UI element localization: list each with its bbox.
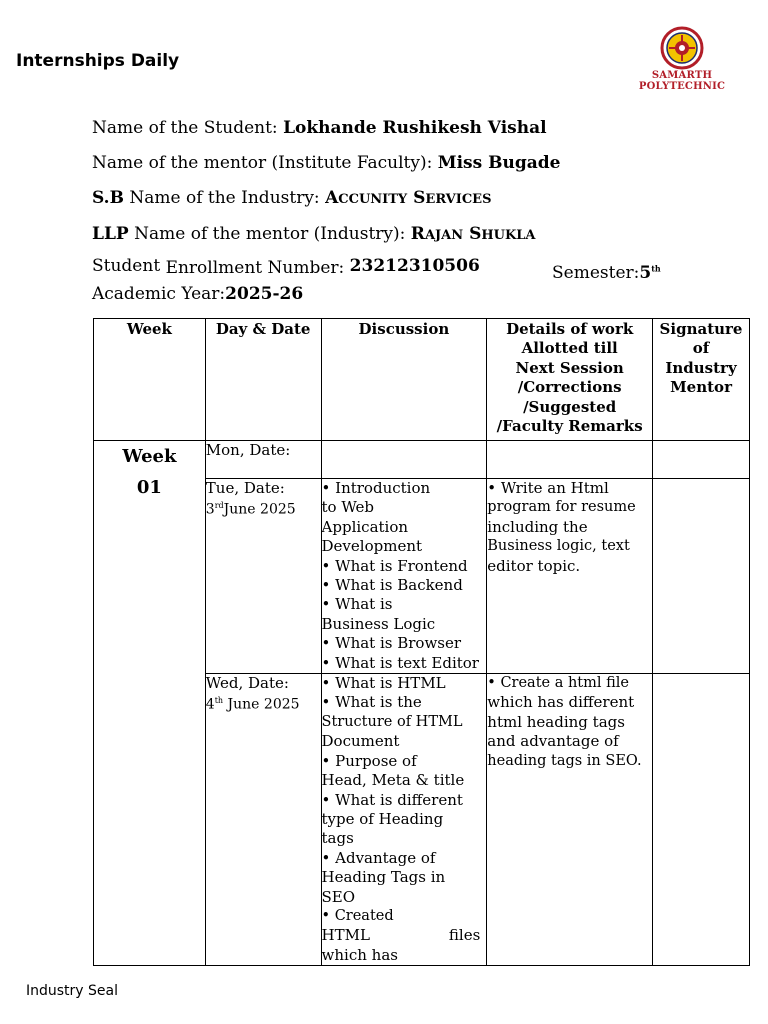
logo-text-line1: SAMARTH <box>651 70 713 81</box>
industry-mentor-line <box>92 224 536 244</box>
table-header-row <box>94 319 750 441</box>
discussion-cell-wed: • What is HTML • What is the Structure of HTML Document • Purpose of Head, Meta & title • What is different type of Heading tags • Advantage of Heading Tags in SEO • Created HTML files which has <box>321 674 487 966</box>
document-title: Internships Daily <box>16 51 180 71</box>
header-day-date: Day & Date <box>205 319 321 441</box>
institute-logo <box>636 26 728 96</box>
semester-sup: th <box>651 263 661 274</box>
industry-mentor-prefix: LLP <box>92 224 129 244</box>
details-cell-wed: • Create a html file which has different html heading tags and advantage of heading tags in SEO. <box>487 674 653 966</box>
student-name-line <box>92 118 547 138</box>
industry-name-line <box>92 188 491 208</box>
semester-label: Semester: <box>552 263 640 283</box>
industry-mentor-label: Name of the mentor (Industry): <box>134 224 406 244</box>
week-number: 01 <box>136 477 162 498</box>
header-details: Details of work Allotted till Next Session /Corrections /Suggested /Faculty Remarks <box>487 319 653 441</box>
faculty-mentor-label: Name of the mentor (Institute Faculty): <box>92 153 433 173</box>
details-cell-tue: • Write an Html program for resume including the Business logic, text editor topic. <box>487 479 653 674</box>
day-cell-wed: Wed, Date: 4th June 2025 <box>205 674 321 966</box>
semester-line <box>552 263 661 283</box>
internship-log-table <box>93 318 750 966</box>
logo-text-line2: POLYTECHNIC <box>638 81 726 92</box>
academic-year-label: Academic Year: <box>92 284 226 304</box>
day-cell-mon: Mon, Date: <box>205 441 321 479</box>
day-cell-tue: Tue, Date: 3rdJune 2025 <box>205 479 321 674</box>
enrollment-line <box>92 256 480 276</box>
enrollment-label-2: Enrollment Number: <box>165 258 345 278</box>
industry-seal-label: Industry Seal <box>26 983 119 999</box>
student-name-value: Lokhande Rushikesh Vishal <box>283 118 547 138</box>
academic-year-line <box>92 284 303 304</box>
semester-value: 5 <box>639 263 652 283</box>
discussion-cell-tue: • Introduction to Web Application Development • What is Frontend • What is Backend • What is Business Logic • What is Browser • What is text Editor <box>321 479 487 674</box>
details-cell-mon <box>487 441 653 479</box>
faculty-mentor-line <box>92 153 560 173</box>
industry-prefix: S.B <box>92 188 124 208</box>
week-cell <box>94 441 206 966</box>
industry-name-value: ACCUNITY SERVICES <box>325 188 492 208</box>
student-name-label: Name of the Student: <box>92 118 278 138</box>
week-label: Week <box>122 446 177 467</box>
enrollment-value: 23212310506 <box>349 256 480 276</box>
samarth-emblem-icon <box>659 26 705 70</box>
enrollment-label-1: Student <box>92 256 161 276</box>
signature-cell-mon <box>653 441 750 479</box>
industry-name-label: Name of the Industry: <box>129 188 320 208</box>
signature-cell-wed <box>653 674 750 966</box>
academic-year-value: 2025-26 <box>225 284 304 304</box>
header-signature: Signature of Industry Mentor <box>653 319 750 441</box>
discussion-cell-mon <box>321 441 487 479</box>
header-week: Week <box>94 319 206 441</box>
industry-mentor-value: RAJAN SHUKLA <box>410 224 536 244</box>
header-discussion: Discussion <box>321 319 487 441</box>
table-row <box>94 441 750 479</box>
signature-cell-tue <box>653 479 750 674</box>
faculty-mentor-value: Miss Bugade <box>437 153 561 173</box>
